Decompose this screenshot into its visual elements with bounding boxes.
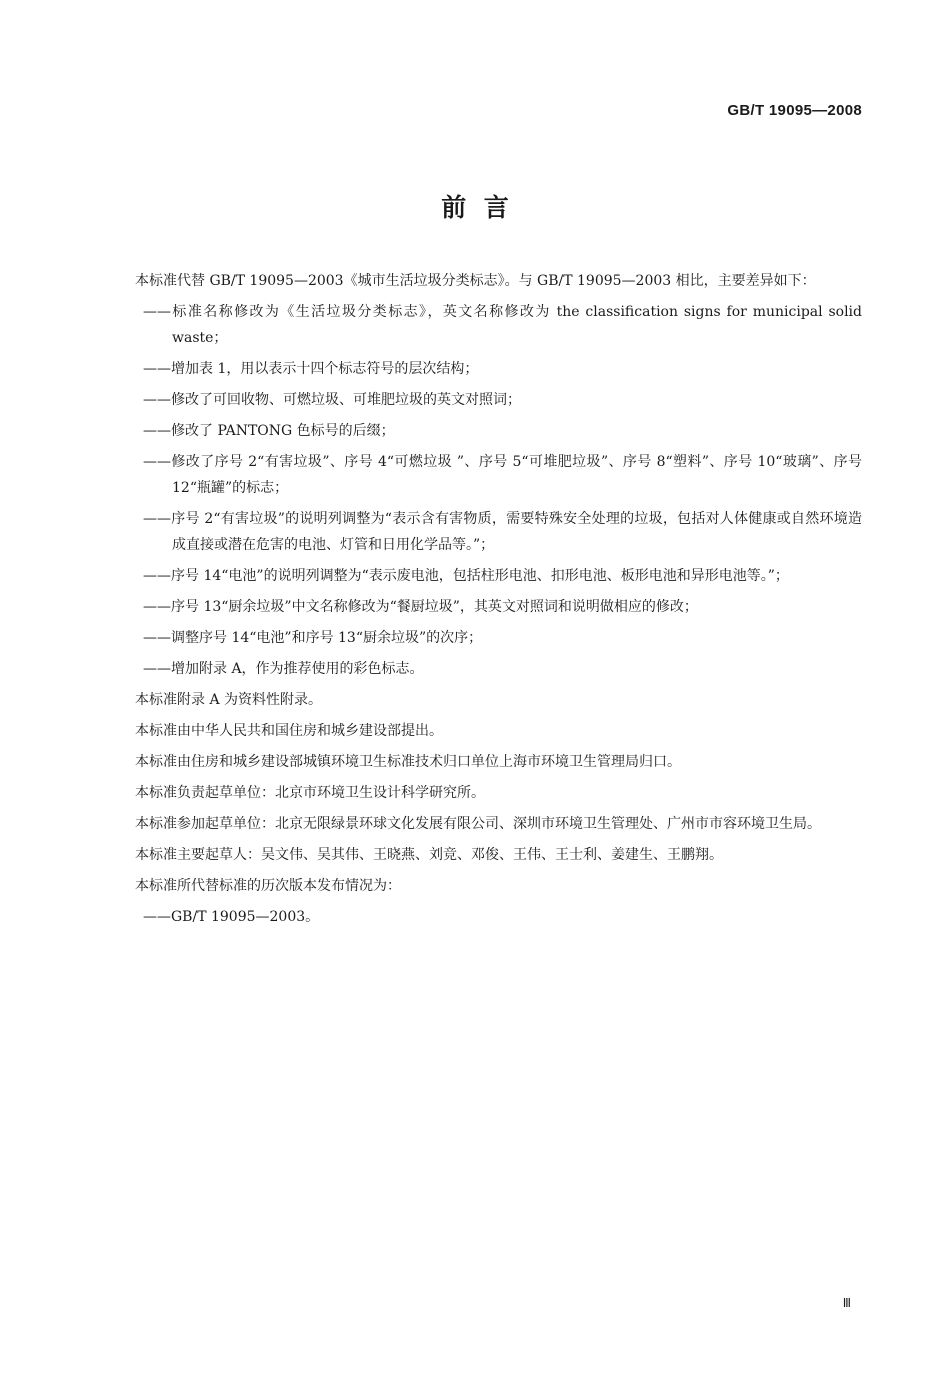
change-item: ——增加附录 A，作为推荐使用的彩色标志。 bbox=[143, 661, 424, 677]
change-item: ——增加表 1，用以表示十四个标志符号的层次结构； bbox=[143, 361, 479, 377]
intro-paragraph: 本标准代替 GB/T 19095—2003《城市生活垃圾分类标志》。与 GB/T 19095—2003 相比，主要差异如下： bbox=[135, 273, 816, 289]
standard-code: GB/T 19095—2008 bbox=[727, 102, 862, 119]
note-paragraph: 本标准负责起草单位：北京市环境卫生设计科学研究所。 bbox=[135, 785, 485, 801]
change-item: ——序号 2“有害垃圾”的说明列调整为“表示含有害物质，需要特殊安全处理的垃圾，包括对人体健康或自然环境造成直接或潜在危害的电池、灯管和日用化学品等。”； bbox=[143, 511, 862, 553]
change-item: ——修改了 PANTONG 色标号的后缀； bbox=[143, 423, 395, 439]
change-item: ——调整序号 14“电池”和序号 13“厨余垃圾”的次序； bbox=[143, 630, 483, 646]
note-paragraph: 本标准参加起草单位：北京无限绿景环球文化发展有限公司、深圳市环境卫生管理处、广州市市容环境卫生局。 bbox=[135, 816, 821, 832]
history-item: ——GB/T 19095—2003。 bbox=[143, 909, 320, 925]
page-number: Ⅲ bbox=[842, 1296, 851, 1310]
note-paragraph: 本标准由中华人民共和国住房和城乡建设部提出。 bbox=[135, 723, 443, 739]
change-item: ——序号 13“厨余垃圾”中文名称修改为“餐厨垃圾”，其英文对照词和说明做相应的修改； bbox=[143, 599, 698, 615]
note-paragraph: 本标准附录 A 为资料性附录。 bbox=[135, 692, 323, 708]
note-paragraph: 本标准主要起草人：吴文伟、吴其伟、王晓燕、刘竞、邓俊、王伟、王士利、姜建生、王鹏翔。 bbox=[135, 847, 723, 863]
change-item: ——序号 14“电池”的说明列调整为“表示废电池，包括柱形电池、扣形电池、板形电池和异形电池等。”； bbox=[143, 568, 789, 584]
change-item: ——修改了可回收物、可燃垃圾、可堆肥垃圾的英文对照词； bbox=[143, 392, 521, 408]
page-title: 前 言 bbox=[441, 193, 509, 222]
note-paragraph: 本标准由住房和城乡建设部城镇环境卫生标准技术归口单位上海市环境卫生管理局归口。 bbox=[135, 754, 681, 770]
foreword-body bbox=[107, 268, 862, 935]
change-item: ——修改了序号 2“有害垃圾”、序号 4“可燃垃圾 ”、序号 5“可堆肥垃圾”、序号 8“塑料”、序号 10“玻璃”、序号 12“瓶罐”的标志； bbox=[143, 454, 862, 496]
note-paragraph: 本标准所代替标准的历次版本发布情况为： bbox=[135, 878, 401, 894]
change-item: ——标准名称修改为《生活垃圾分类标志》，英文名称修改为 the classification signs for municipal solid waste； bbox=[143, 304, 862, 346]
